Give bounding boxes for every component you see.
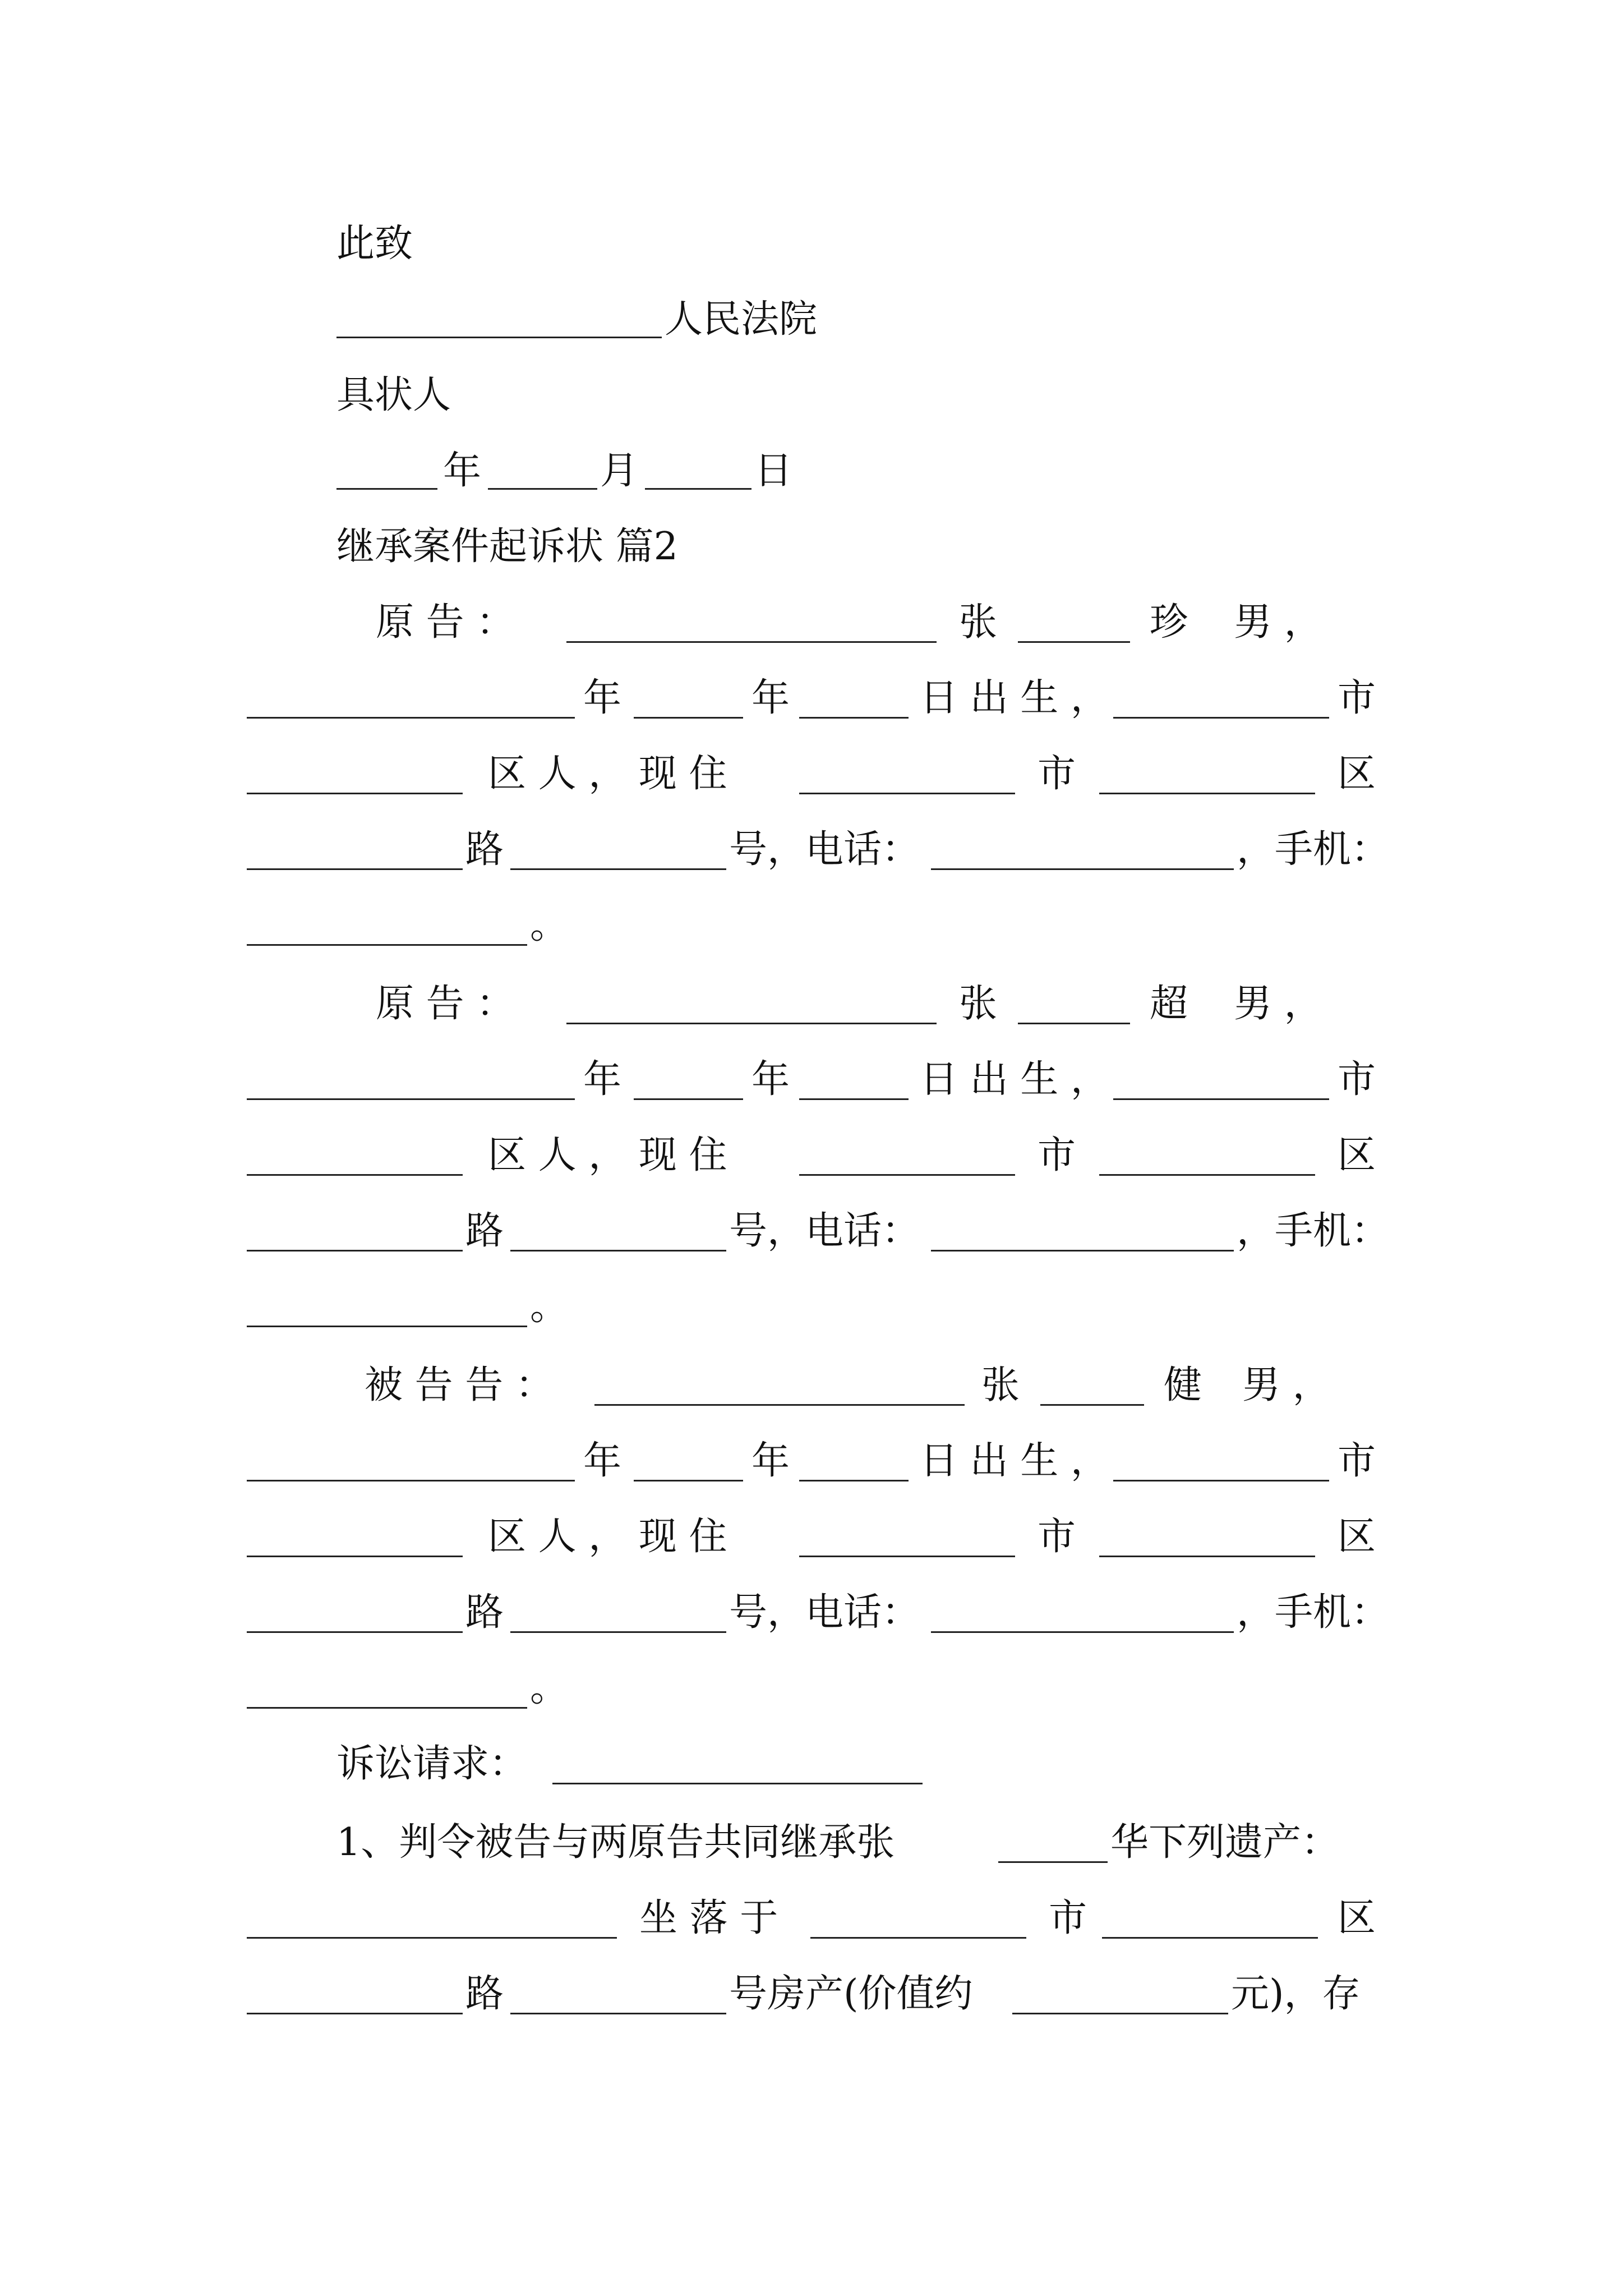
blank (810, 1937, 1026, 1939)
birth-text: 日 出 生 ， (920, 676, 1109, 720)
blank (247, 1707, 527, 1709)
plaintiff2-line5 (0, 1282, 1623, 1332)
city: 市 (1038, 752, 1076, 796)
birth-text: 日 出 生 ， (920, 1057, 1109, 1102)
blank-day (645, 488, 751, 490)
surname: 张 (959, 982, 998, 1026)
district-person: 区 人 ， 现 住 (488, 1515, 727, 1559)
mobile: ，手机： (1237, 1590, 1390, 1635)
no-phone: 号，电话： (729, 1590, 920, 1635)
road: 路 (465, 1209, 504, 1253)
date-day: 日 (754, 449, 793, 493)
blank-court (336, 337, 662, 338)
blank (1113, 1098, 1329, 1100)
surname: 张 (959, 600, 998, 645)
surname: 张 (981, 1363, 1020, 1407)
defendant-line5 (0, 1663, 1623, 1714)
year: 年 (751, 1057, 790, 1102)
defendant-line1 (0, 1360, 1623, 1411)
section-title-line (0, 522, 1623, 572)
plaintiff1-given-name: 珍 (1150, 600, 1188, 645)
blank (799, 793, 1015, 794)
year: 年 (583, 1057, 622, 1102)
blank (1102, 1937, 1318, 1939)
claims-heading-line (0, 1739, 1623, 1789)
blank (594, 1404, 965, 1406)
period: 。 (530, 1285, 569, 1329)
court-label: 人民法院 (665, 297, 818, 342)
district: 区 (1338, 1133, 1376, 1177)
blank (931, 1250, 1234, 1251)
plaintiff2-line3 (0, 1130, 1623, 1181)
plaintiff2-label: 原 告 ： (376, 982, 515, 1026)
road: 路 (465, 1972, 504, 2016)
blank (510, 1250, 726, 1251)
road: 路 (465, 1590, 504, 1635)
district-person: 区 人 ， 现 住 (488, 752, 727, 796)
blank (1099, 793, 1315, 794)
mobile: ，手机： (1237, 827, 1390, 872)
plaintiff2-given-name: 超 (1150, 982, 1188, 1026)
blank (799, 717, 909, 719)
plaintiff2-line2 (0, 1055, 1623, 1105)
blank (799, 1480, 909, 1481)
claim-item1-line3 (0, 1969, 1623, 2019)
salutation: 此致 (336, 222, 413, 266)
blank (931, 1631, 1234, 1633)
blank (1012, 2013, 1228, 2014)
blank (799, 1098, 909, 1100)
date-month: 月 (600, 449, 639, 493)
blank (247, 868, 463, 870)
plaintiff1-line2 (0, 673, 1623, 724)
blank (510, 2013, 726, 2014)
city: 市 (1038, 1133, 1076, 1177)
blank (247, 944, 527, 946)
claim-item1-suffix: 华下列遗产： (1110, 1820, 1340, 1865)
year: 年 (583, 676, 622, 720)
defendant-given-name: 健 (1164, 1363, 1202, 1407)
blank (634, 1480, 743, 1481)
yuan: 元)，存 (1231, 1972, 1361, 2016)
claim-item1-line2 (0, 1893, 1623, 1944)
plaintiff2-line1 (0, 979, 1623, 1029)
defendant-line4 (0, 1588, 1623, 1638)
date-line (0, 446, 1623, 496)
claims-heading: 诉讼请求： (336, 1742, 528, 1786)
blank (566, 1023, 937, 1024)
house-value: 号房产(价值约 (729, 1972, 973, 2016)
defendant-line2 (0, 1436, 1623, 1487)
claim-item1-prefix: 1、判令被告与两原告共同继承张 (336, 1820, 895, 1865)
defendant-label: 被 告 告 ： (365, 1363, 554, 1407)
city: 市 (1338, 1057, 1376, 1102)
year: 年 (751, 1439, 790, 1483)
blank (247, 2013, 463, 2014)
signer-line (0, 370, 1623, 421)
plaintiff1-line1 (0, 597, 1623, 648)
blank (247, 1098, 575, 1100)
blank (1040, 1404, 1144, 1406)
blank (1018, 641, 1130, 643)
blank (998, 1861, 1108, 1863)
blank-month (488, 488, 597, 490)
no-phone: 号，电话： (729, 1209, 920, 1253)
section-title: 继承案件起诉状 篇2 (336, 524, 678, 569)
year: 年 (583, 1439, 622, 1483)
blank (1099, 1174, 1315, 1176)
defendant-line3 (0, 1512, 1623, 1562)
blank (634, 1098, 743, 1100)
district: 区 (1338, 1515, 1376, 1559)
blank (1113, 717, 1329, 719)
signer-label: 具状人 (336, 373, 451, 417)
blank (931, 868, 1234, 870)
located-at: 坐 落 于 (639, 1896, 778, 1940)
blank (247, 1556, 463, 1557)
claim-item1-line1 (0, 1818, 1623, 1868)
blank (247, 1480, 575, 1481)
blank (1113, 1480, 1329, 1481)
plaintiff2-line4 (0, 1206, 1623, 1257)
city: 市 (1049, 1896, 1087, 1940)
blank (566, 641, 937, 643)
city: 市 (1338, 676, 1376, 720)
blank (247, 1326, 527, 1327)
blank (799, 1174, 1015, 1176)
blank-year (336, 488, 437, 490)
gender: 男 ， (1234, 600, 1322, 645)
city: 市 (1038, 1515, 1076, 1559)
no-phone: 号，电话： (729, 827, 920, 872)
period: 。 (530, 1666, 569, 1710)
plaintiff1-line4 (0, 825, 1623, 875)
gender: 男 ， (1234, 982, 1322, 1026)
city: 市 (1338, 1439, 1376, 1483)
blank (247, 1250, 463, 1251)
blank (510, 1631, 726, 1633)
gender: 男 ， (1242, 1363, 1331, 1407)
blank (510, 868, 726, 870)
district: 区 (1338, 752, 1376, 796)
district-person: 区 人 ， 现 住 (488, 1133, 727, 1177)
blank (247, 1174, 463, 1176)
district: 区 (1338, 1896, 1376, 1940)
date-year: 年 (443, 449, 482, 493)
plaintiff1-line3 (0, 749, 1623, 799)
blank (247, 1937, 617, 1939)
salutation-line (0, 219, 1623, 269)
period: 。 (530, 903, 569, 947)
blank (247, 1631, 463, 1633)
blank (634, 717, 743, 719)
blank (799, 1556, 1015, 1557)
blank (1099, 1556, 1315, 1557)
year: 年 (751, 676, 790, 720)
birth-text: 日 出 生 ， (920, 1439, 1109, 1483)
plaintiff1-label: 原 告 ： (376, 600, 515, 645)
blank (247, 793, 463, 794)
blank (1018, 1023, 1130, 1024)
court-line (0, 295, 1623, 345)
road: 路 (465, 827, 504, 872)
plaintiff1-line5 (0, 900, 1623, 951)
blank (552, 1783, 923, 1784)
mobile: ，手机： (1237, 1209, 1390, 1253)
blank (247, 717, 575, 719)
